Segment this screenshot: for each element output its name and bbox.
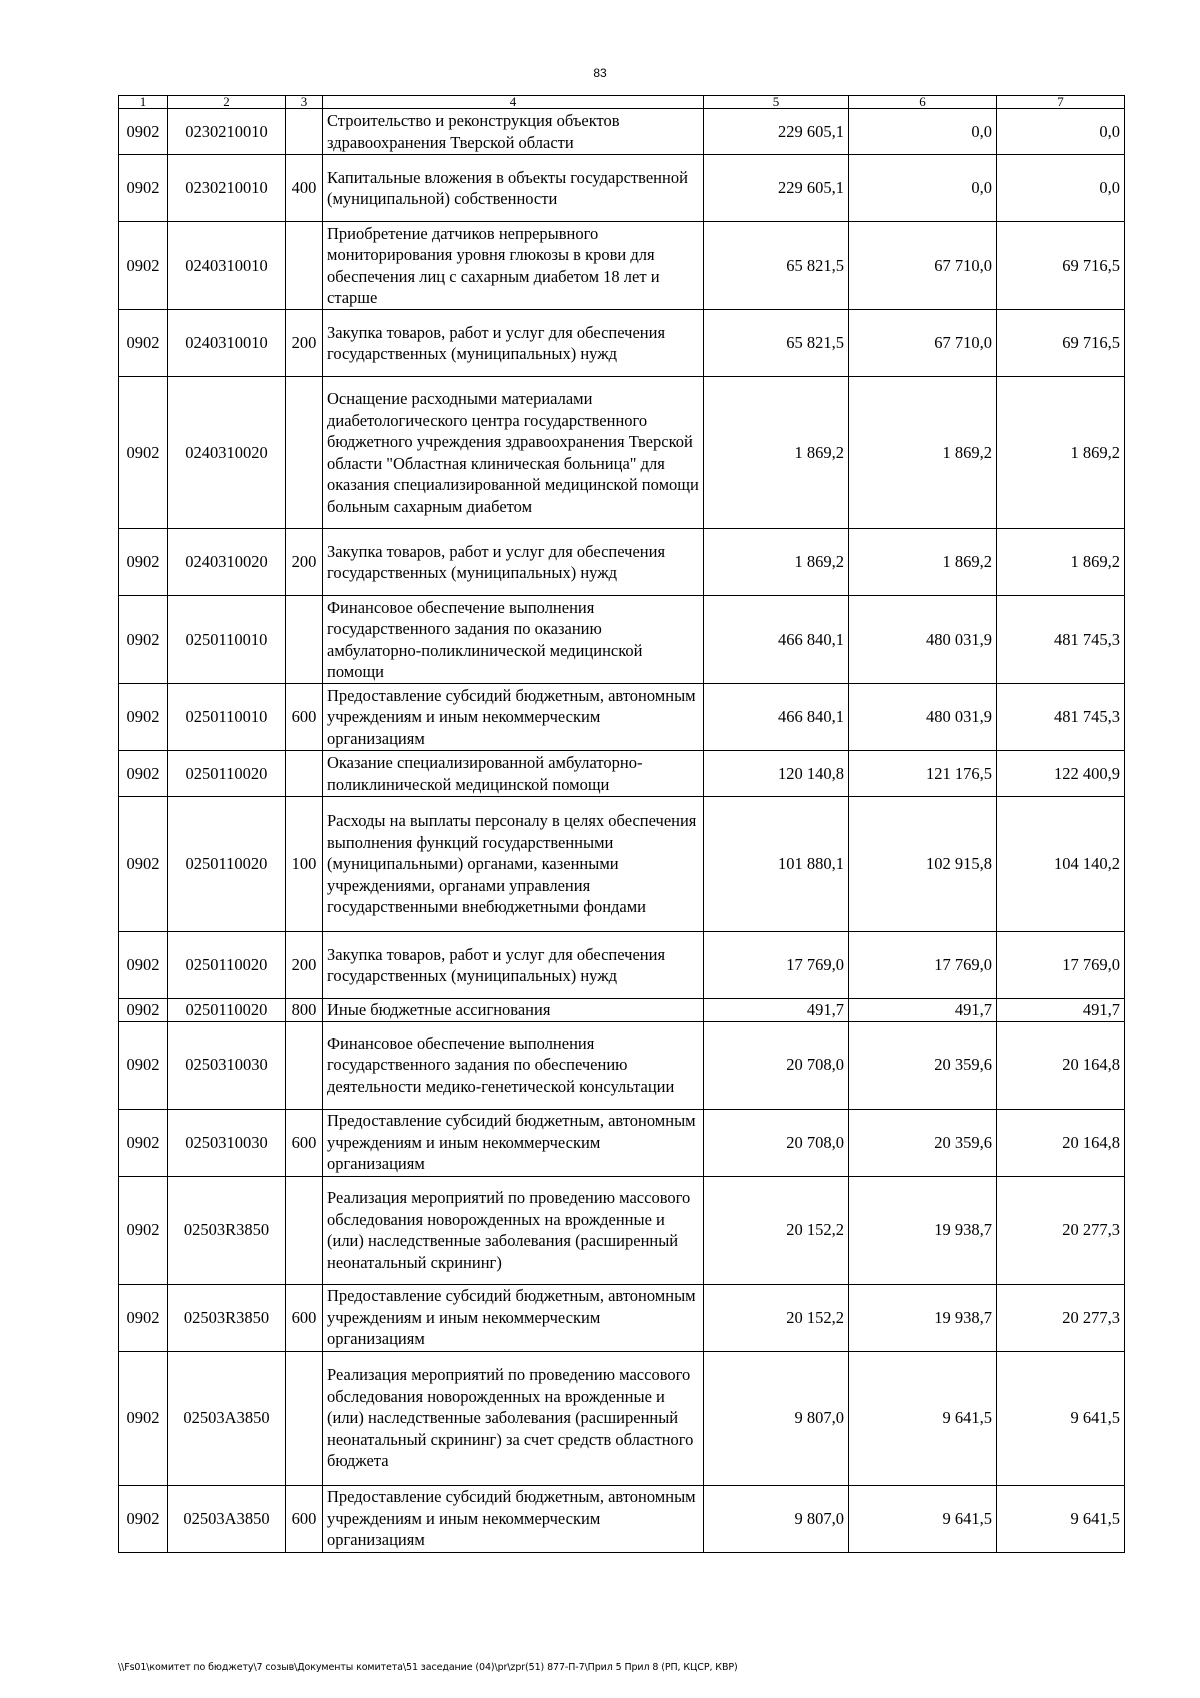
expense-name-cell: Финансовое обеспечение выполнения государственного задания по оказанию амбулаторно-поликлинической медицинской помощи: [323, 596, 704, 684]
section-code-cell: 0902: [119, 1284, 168, 1351]
amount-cell-col6: 19 938,7: [849, 1284, 997, 1351]
expense-type-code-cell: 600: [286, 1485, 323, 1552]
column-header: 3: [286, 96, 323, 109]
section-code-cell: 0902: [119, 377, 168, 529]
section-code-cell: 0902: [119, 751, 168, 797]
amount-cell-col5: 466 840,1: [704, 596, 849, 684]
footer-file-path: \\Fs01\комитет по бюджету\7 созыв\Документы комитета\51 заседание (04)\pr\zpr(51) 877-П-7\Прил 5 Прил 8 (РП, КЦСР, КВР): [118, 1662, 738, 1673]
expense-type-code-cell: [286, 377, 323, 529]
expense-name-cell: Приобретение датчиков непрерывного мониторирования уровня глюкозы в крови для обеспечения лиц с сахарным диабетом 18 лет и старше: [323, 222, 704, 310]
table-row: [119, 377, 1125, 529]
expense-name-cell: Строительство и реконструкция объектов здравоохранения Тверской области: [323, 109, 704, 155]
target-article-code-cell: 0250110020: [168, 751, 286, 797]
expense-type-code-cell: 200: [286, 529, 323, 596]
budget-table: [118, 95, 1125, 1553]
expense-name-cell: Расходы на выплаты персоналу в целях обеспечения выполнения функций государственными (муниципальными) органами, казенными учреждениями, органами управления государственными внебюджетными фондами: [323, 797, 704, 932]
expense-type-code-cell: [286, 1176, 323, 1284]
expense-type-code-cell: 400: [286, 155, 323, 222]
table-row: [119, 999, 1125, 1022]
amount-cell-col6: 19 938,7: [849, 1176, 997, 1284]
section-code-cell: 0902: [119, 1021, 168, 1109]
amount-cell-col5: 9 807,0: [704, 1351, 849, 1485]
amount-cell-col7: 69 716,5: [997, 310, 1125, 377]
target-article-code-cell: 0250310030: [168, 1109, 286, 1176]
section-code-cell: 0902: [119, 596, 168, 684]
amount-cell-col7: 20 164,8: [997, 1109, 1125, 1176]
table-row: [119, 1284, 1125, 1351]
table-row: [119, 222, 1125, 310]
section-code-cell: 0902: [119, 999, 168, 1022]
target-article-code-cell: 02503A3850: [168, 1351, 286, 1485]
expense-name-cell: Предоставление субсидий бюджетным, автономным учреждениям и иным некоммерческим организациям: [323, 1485, 704, 1552]
amount-cell-col5: 17 769,0: [704, 932, 849, 999]
amount-cell-col5: 101 880,1: [704, 797, 849, 932]
page-number: 83: [593, 66, 607, 80]
section-code-cell: 0902: [119, 155, 168, 222]
target-article-code-cell: 02503R3850: [168, 1284, 286, 1351]
expense-name-cell: Закупка товаров, работ и услуг для обеспечения государственных (муниципальных) нужд: [323, 310, 704, 377]
expense-name-cell: Предоставление субсидий бюджетным, автономным учреждениям и иным некоммерческим организациям: [323, 1109, 704, 1176]
amount-cell-col5: 466 840,1: [704, 684, 849, 751]
section-code-cell: 0902: [119, 1176, 168, 1284]
table-row: [119, 1176, 1125, 1284]
amount-cell-col5: 20 152,2: [704, 1284, 849, 1351]
section-code-cell: 0902: [119, 529, 168, 596]
expense-type-code-cell: 600: [286, 684, 323, 751]
amount-cell-col7: 0,0: [997, 155, 1125, 222]
expense-name-cell: Оснащение расходными материалами диабетологического центра государственного бюджетного учреждения здравоохранения Тверской области "Областная клиническая больница" для оказания специализированной медицинской помощи больным сахарным диабетом: [323, 377, 704, 529]
amount-cell-col5: 229 605,1: [704, 155, 849, 222]
expense-name-cell: Реализация мероприятий по проведению массового обследования новорожденных на врожденные и (или) наследственные заболевания (расширенный неонатальный скрининг) за счет средств областного бюджета: [323, 1351, 704, 1485]
expense-type-code-cell: [286, 596, 323, 684]
table-row: [119, 1109, 1125, 1176]
table-row: [119, 109, 1125, 155]
amount-cell-col7: 1 869,2: [997, 529, 1125, 596]
section-code-cell: 0902: [119, 932, 168, 999]
section-code-cell: 0902: [119, 1351, 168, 1485]
section-code-cell: 0902: [119, 310, 168, 377]
table-row: [119, 596, 1125, 684]
amount-cell-col7: 481 745,3: [997, 596, 1125, 684]
amount-cell-col6: 20 359,6: [849, 1109, 997, 1176]
column-header: 7: [997, 96, 1125, 109]
expense-type-code-cell: [286, 1021, 323, 1109]
amount-cell-col6: 0,0: [849, 155, 997, 222]
target-article-code-cell: 0250310030: [168, 1021, 286, 1109]
expense-type-code-cell: [286, 751, 323, 797]
target-article-code-cell: 0240310010: [168, 222, 286, 310]
amount-cell-col6: 1 869,2: [849, 377, 997, 529]
amount-cell-col7: 122 400,9: [997, 751, 1125, 797]
amount-cell-col6: 1 869,2: [849, 529, 997, 596]
expense-name-cell: Финансовое обеспечение выполнения государственного задания по обеспечению деятельности медико-генетической консультации: [323, 1021, 704, 1109]
table-row: [119, 932, 1125, 999]
target-article-code-cell: 0240310020: [168, 377, 286, 529]
expense-type-code-cell: 100: [286, 797, 323, 932]
amount-cell-col7: 17 769,0: [997, 932, 1125, 999]
section-code-cell: 0902: [119, 1109, 168, 1176]
expense-type-code-cell: [286, 1351, 323, 1485]
target-article-code-cell: 0240310010: [168, 310, 286, 377]
amount-cell-col7: 9 641,5: [997, 1485, 1125, 1552]
section-code-cell: 0902: [119, 797, 168, 932]
expense-type-code-cell: 200: [286, 932, 323, 999]
amount-cell-col5: 65 821,5: [704, 222, 849, 310]
amount-cell-col6: 491,7: [849, 999, 997, 1022]
expense-type-code-cell: 800: [286, 999, 323, 1022]
amount-cell-col6: 67 710,0: [849, 310, 997, 377]
amount-cell-col6: 20 359,6: [849, 1021, 997, 1109]
target-article-code-cell: 0230210010: [168, 109, 286, 155]
section-code-cell: 0902: [119, 684, 168, 751]
target-article-code-cell: 02503A3850: [168, 1485, 286, 1552]
table-row: [119, 797, 1125, 932]
amount-cell-col7: 20 277,3: [997, 1284, 1125, 1351]
expense-name-cell: Закупка товаров, работ и услуг для обеспечения государственных (муниципальных) нужд: [323, 932, 704, 999]
expense-type-code-cell: [286, 222, 323, 310]
expense-name-cell: Предоставление субсидий бюджетным, автономным учреждениям и иным некоммерческим организациям: [323, 1284, 704, 1351]
table-row: [119, 1485, 1125, 1552]
amount-cell-col7: 491,7: [997, 999, 1125, 1022]
amount-cell-col5: 229 605,1: [704, 109, 849, 155]
amount-cell-col5: 20 708,0: [704, 1021, 849, 1109]
amount-cell-col5: 1 869,2: [704, 377, 849, 529]
section-code-cell: 0902: [119, 222, 168, 310]
amount-cell-col7: 0,0: [997, 109, 1125, 155]
section-code-cell: 0902: [119, 1485, 168, 1552]
column-number-row: [119, 96, 1125, 109]
amount-cell-col5: 1 869,2: [704, 529, 849, 596]
expense-name-cell: Капитальные вложения в объекты государственной (муниципальной) собственности: [323, 155, 704, 222]
amount-cell-col6: 480 031,9: [849, 596, 997, 684]
amount-cell-col5: 120 140,8: [704, 751, 849, 797]
amount-cell-col6: 102 915,8: [849, 797, 997, 932]
amount-cell-col6: 17 769,0: [849, 932, 997, 999]
target-article-code-cell: 02503R3850: [168, 1176, 286, 1284]
amount-cell-col7: 9 641,5: [997, 1351, 1125, 1485]
amount-cell-col7: 20 277,3: [997, 1176, 1125, 1284]
expense-name-cell: Закупка товаров, работ и услуг для обеспечения государственных (муниципальных) нужд: [323, 529, 704, 596]
amount-cell-col7: 20 164,8: [997, 1021, 1125, 1109]
target-article-code-cell: 0250110020: [168, 932, 286, 999]
table-row: [119, 529, 1125, 596]
expense-name-cell: Реализация мероприятий по проведению массового обследования новорожденных на врожденные и (или) наследственные заболевания (расширенный неонатальный скрининг): [323, 1176, 704, 1284]
table-row: [119, 1351, 1125, 1485]
table-row: [119, 1021, 1125, 1109]
amount-cell-col5: 491,7: [704, 999, 849, 1022]
table-row: [119, 155, 1125, 222]
amount-cell-col6: 480 031,9: [849, 684, 997, 751]
table-row: [119, 751, 1125, 797]
target-article-code-cell: 0250110020: [168, 797, 286, 932]
amount-cell-col6: 121 176,5: [849, 751, 997, 797]
amount-cell-col6: 9 641,5: [849, 1351, 997, 1485]
amount-cell-col5: 9 807,0: [704, 1485, 849, 1552]
amount-cell-col5: 20 708,0: [704, 1109, 849, 1176]
expense-type-code-cell: 200: [286, 310, 323, 377]
amount-cell-col5: 20 152,2: [704, 1176, 849, 1284]
amount-cell-col7: 1 869,2: [997, 377, 1125, 529]
table-row: [119, 310, 1125, 377]
target-article-code-cell: 0250110020: [168, 999, 286, 1022]
column-header: 6: [849, 96, 997, 109]
expense-type-code-cell: [286, 109, 323, 155]
amount-cell-col6: 0,0: [849, 109, 997, 155]
target-article-code-cell: 0250110010: [168, 684, 286, 751]
amount-cell-col7: 481 745,3: [997, 684, 1125, 751]
expense-name-cell: Предоставление субсидий бюджетным, автономным учреждениям и иным некоммерческим организациям: [323, 684, 704, 751]
column-header: 2: [168, 96, 286, 109]
amount-cell-col7: 69 716,5: [997, 222, 1125, 310]
table-row: [119, 684, 1125, 751]
section-code-cell: 0902: [119, 109, 168, 155]
column-header: 5: [704, 96, 849, 109]
amount-cell-col7: 104 140,2: [997, 797, 1125, 932]
expense-name-cell: Оказание специализированной амбулаторно-поликлинической медицинской помощи: [323, 751, 704, 797]
target-article-code-cell: 0230210010: [168, 155, 286, 222]
amount-cell-col6: 67 710,0: [849, 222, 997, 310]
expense-name-cell: Иные бюджетные ассигнования: [323, 999, 704, 1022]
target-article-code-cell: 0240310020: [168, 529, 286, 596]
column-header: 4: [323, 96, 704, 109]
expense-type-code-cell: 600: [286, 1284, 323, 1351]
column-header: 1: [119, 96, 168, 109]
expense-type-code-cell: 600: [286, 1109, 323, 1176]
target-article-code-cell: 0250110010: [168, 596, 286, 684]
amount-cell-col6: 9 641,5: [849, 1485, 997, 1552]
amount-cell-col5: 65 821,5: [704, 310, 849, 377]
